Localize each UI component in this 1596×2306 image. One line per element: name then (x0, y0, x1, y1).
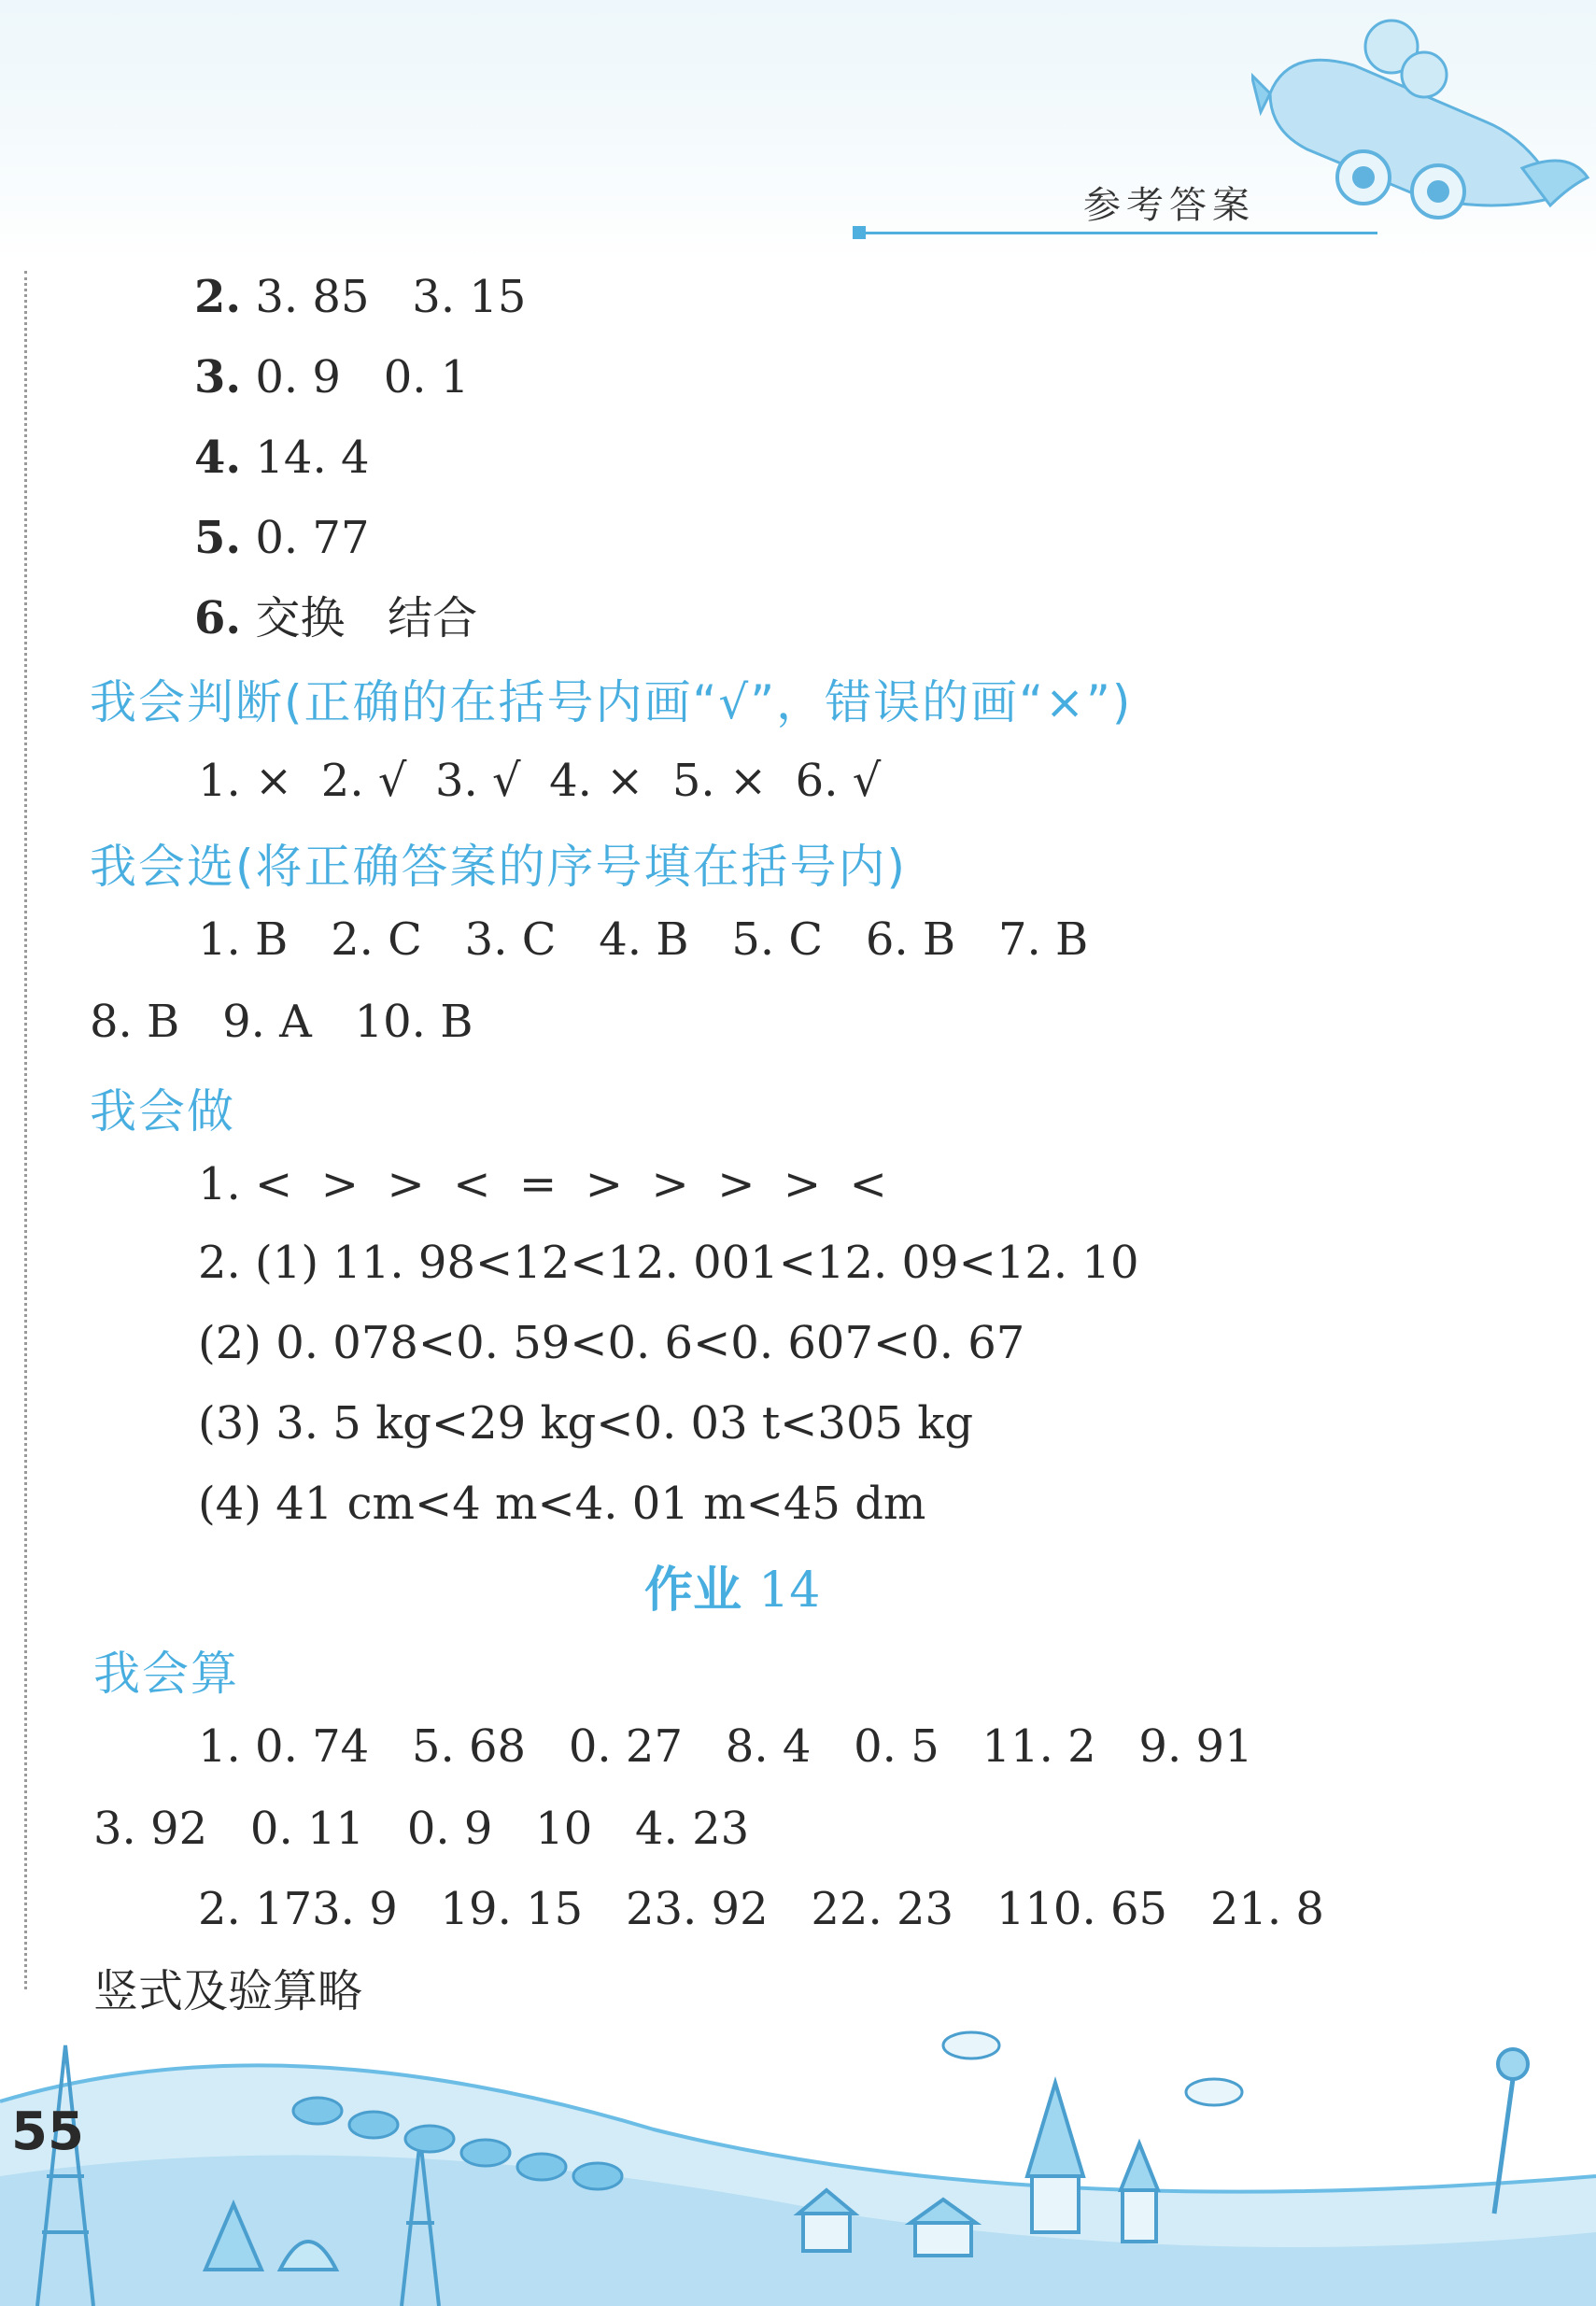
do-answer-2-4: (4) 41 cm<4 m<4. 01 m<45 dm (198, 1478, 926, 1530)
calc-answer-1b: 3. 92 0. 11 0. 9 10 4. 23 (93, 1803, 750, 1855)
answer-line: 6. 交换 结合 (194, 592, 478, 644)
section-heading-calc: 我会算 (93, 1647, 239, 1701)
choose-answers-line2: 8. B 9. A 10. B (90, 996, 473, 1048)
header-rule (854, 232, 1377, 234)
section-heading-choose: 我会选(将正确答案的序号填在括号内) (90, 840, 908, 894)
calc-answer-2: 2. 173. 9 19. 15 23. 92 22. 23 110. 65 21. 8 (198, 1883, 1324, 1935)
rocket-kids-illustration (1251, 9, 1596, 252)
answer-line: 3. 0. 9 0. 1 (194, 351, 470, 403)
page-number: 55 (11, 2101, 84, 2162)
homework-title: 作业 14 (644, 1563, 821, 1619)
answer-line: 2. 3. 85 3. 15 (194, 271, 527, 323)
answer-line: 5. 0. 77 (194, 512, 370, 564)
do-answer-1: 1. < > > < = > > > > < (198, 1158, 887, 1210)
do-answer-2-2: (2) 0. 078<0. 59<0. 6<0. 607<0. 67 (198, 1317, 1025, 1369)
footer-town-illustration (0, 1989, 1596, 2306)
do-answer-2-1: 2. (1) 11. 98<12<12. 001<12. 09<12. 10 (198, 1237, 1139, 1289)
calc-answer-1a: 1. 0. 74 5. 68 0. 27 8. 4 0. 5 11. 2 9. 91 (198, 1720, 1253, 1773)
section-heading-judge: 我会判断(正确的在括号内画“√”，错误的画“×”) (90, 675, 1133, 729)
calc-note: 竖式及验算略 (93, 1965, 363, 2017)
section-heading-do: 我会做 (90, 1084, 235, 1139)
header-title: 参考答案 (1083, 184, 1255, 227)
do-answer-2-3: (3) 3. 5 kg<29 kg<0. 03 t<305 kg (198, 1397, 974, 1450)
judge-answers: 1. × 2. √ 3. √ 4. × 5. × 6. √ (198, 755, 882, 807)
answer-line: 4. 14. 4 (194, 431, 370, 484)
choose-answers-line1: 1. B 2. C 3. C 4. B 5. C 6. B 7. B (198, 913, 1089, 966)
binding-margin (24, 271, 27, 1989)
